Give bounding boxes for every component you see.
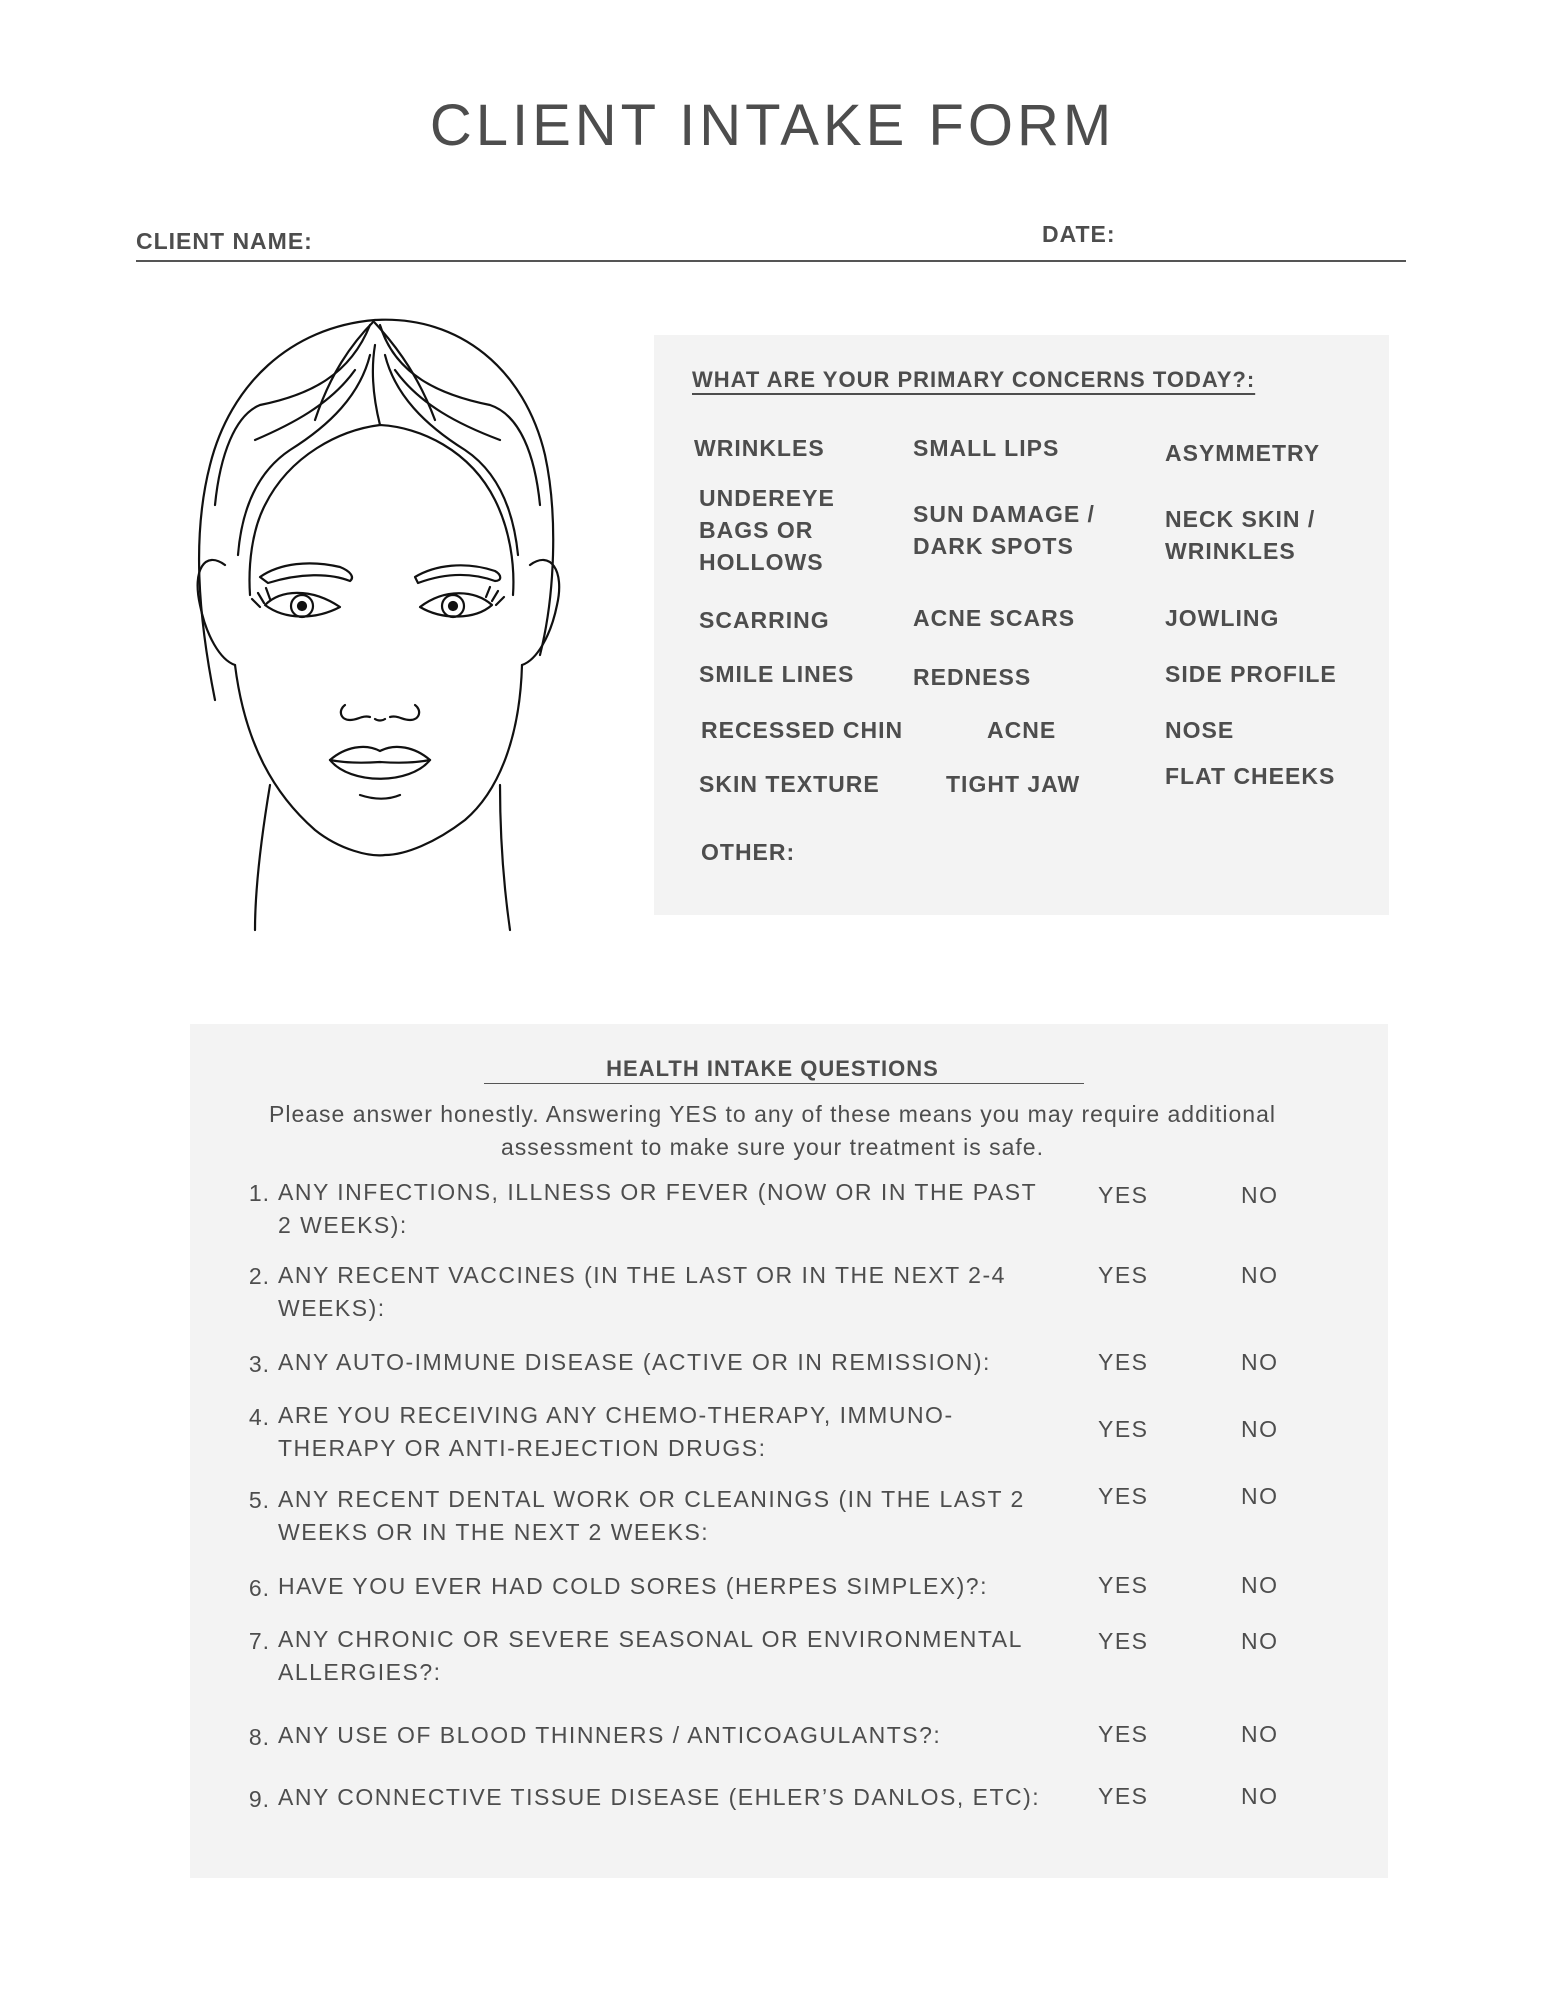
concern-option[interactable]: SCARRING [699, 607, 830, 633]
concern-option[interactable]: UNDEREYE BAGS OR HOLLOWS [699, 485, 835, 575]
heading-underline [484, 1083, 1084, 1084]
question-number: 6. [248, 1575, 270, 1601]
concern-option[interactable]: JOWLING [1165, 605, 1280, 631]
date-label: DATE: [1042, 221, 1116, 247]
no-option[interactable]: NO [1241, 1182, 1279, 1208]
other-concern-field[interactable]: OTHER: [701, 839, 796, 865]
concern-option[interactable]: ASYMMETRY [1165, 440, 1321, 466]
concern-option[interactable]: REDNESS [913, 664, 1032, 690]
yes-option[interactable]: YES [1098, 1349, 1149, 1375]
question-text: HAVE YOU EVER HAD COLD SORES (HERPES SIMPLEX)?: [278, 1573, 988, 1599]
question-number: 4. [248, 1404, 270, 1430]
question-number: 2. [248, 1263, 270, 1289]
concern-option[interactable]: SIDE PROFILE [1165, 661, 1337, 687]
question-number: 9. [248, 1786, 270, 1812]
concern-option[interactable]: SUN DAMAGE / DARK SPOTS [913, 501, 1095, 559]
question-text: ARE YOU RECEIVING ANY CHEMO-THERAPY, IMMUNO-THERAPY OR ANTI-REJECTION DRUGS: [278, 1402, 954, 1461]
question-text: ANY AUTO-IMMUNE DISEASE (ACTIVE OR IN REMISSION): [278, 1349, 991, 1375]
concern-option[interactable]: SMILE LINES [699, 661, 855, 687]
no-option[interactable]: NO [1241, 1483, 1279, 1509]
health-heading: HEALTH INTAKE QUESTIONS [606, 1056, 939, 1081]
no-option[interactable]: NO [1241, 1416, 1279, 1442]
yes-option[interactable]: YES [1098, 1262, 1149, 1288]
yes-option[interactable]: YES [1098, 1783, 1149, 1809]
face-diagram-icon [180, 315, 590, 935]
concern-option[interactable]: SKIN TEXTURE [699, 771, 880, 797]
question-number: 7. [248, 1628, 270, 1654]
client-name-field[interactable] [136, 260, 1406, 262]
yes-option[interactable]: YES [1098, 1416, 1149, 1442]
concern-option[interactable]: WRINKLES [694, 435, 825, 461]
question-number: 3. [248, 1351, 270, 1377]
concern-option[interactable]: TIGHT JAW [946, 771, 1081, 797]
concern-option[interactable]: NOSE [1165, 717, 1235, 743]
question-text: ANY CONNECTIVE TISSUE DISEASE (EHLER’S DANLOS, ETC): [278, 1784, 1041, 1810]
yes-option[interactable]: YES [1098, 1572, 1149, 1598]
concern-option[interactable]: FLAT CHEEKS [1165, 763, 1336, 789]
client-name-label: CLIENT NAME: [136, 228, 313, 254]
no-option[interactable]: NO [1241, 1721, 1279, 1747]
no-option[interactable]: NO [1241, 1349, 1279, 1375]
concern-option[interactable]: ACNE SCARS [913, 605, 1076, 631]
concern-option[interactable]: SMALL LIPS [913, 435, 1060, 461]
yes-option[interactable]: YES [1098, 1628, 1149, 1654]
concern-option[interactable]: ACNE [987, 717, 1057, 743]
question-text: ANY INFECTIONS, ILLNESS OR FEVER (NOW OR IN THE PAST 2 WEEKS): [278, 1179, 1037, 1238]
yes-option[interactable]: YES [1098, 1721, 1149, 1747]
no-option[interactable]: NO [1241, 1628, 1279, 1654]
question-text: ANY CHRONIC OR SEVERE SEASONAL OR ENVIRONMENTAL ALLERGIES?: [278, 1626, 1023, 1685]
yes-option[interactable]: YES [1098, 1182, 1149, 1208]
concern-option[interactable]: RECESSED CHIN [701, 717, 904, 743]
concern-option[interactable]: NECK SKIN / WRINKLES [1165, 506, 1316, 564]
question-number: 1. [248, 1180, 270, 1206]
health-intro: Please answer honestly. Answering YES to any of these means you may require additional assessment to make sure your treatment is safe. [269, 1101, 1276, 1160]
page-title: CLIENT INTAKE FORM [429, 93, 1116, 158]
question-text: ANY USE OF BLOOD THINNERS / ANTICOAGULANTS?: [278, 1722, 942, 1748]
no-option[interactable]: NO [1241, 1572, 1279, 1598]
question-text: ANY RECENT VACCINES (IN THE LAST OR IN THE NEXT 2-4 WEEKS): [278, 1262, 1006, 1321]
no-option[interactable]: NO [1241, 1262, 1279, 1288]
question-number: 8. [248, 1724, 270, 1750]
no-option[interactable]: NO [1241, 1783, 1279, 1809]
concerns-heading: WHAT ARE YOUR PRIMARY CONCERNS TODAY?: [692, 367, 1256, 392]
question-text: ANY RECENT DENTAL WORK OR CLEANINGS (IN THE LAST 2 WEEKS OR IN THE NEXT 2 WEEKS: [278, 1486, 1025, 1545]
yes-option[interactable]: YES [1098, 1483, 1149, 1509]
question-number: 5. [248, 1487, 270, 1513]
